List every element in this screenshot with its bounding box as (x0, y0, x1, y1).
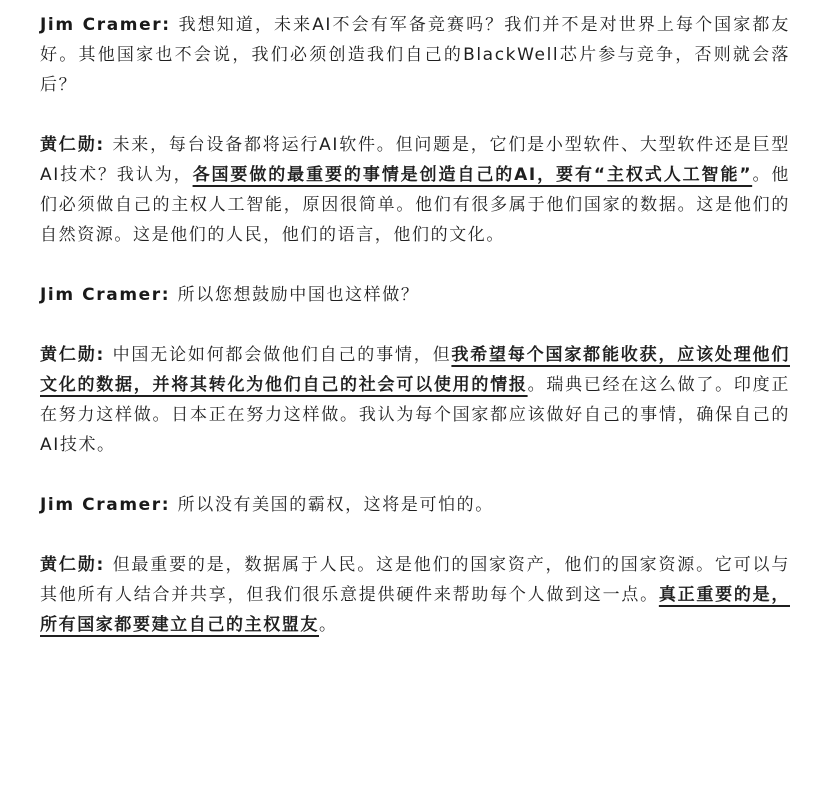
paragraph-text: 所以您想鼓励中国也这样做？ (177, 285, 420, 305)
speaker-separator: : (96, 555, 113, 575)
speaker-name: 黄仁勋 (40, 135, 97, 155)
interview-article (40, 10, 790, 640)
paragraph-cramer-3 (40, 490, 790, 520)
paragraph-huang-2 (40, 340, 790, 460)
speaker-name: Jim Cramer (40, 495, 162, 515)
paragraph-huang-3 (40, 550, 790, 640)
paragraph-cramer-1 (40, 10, 790, 100)
paragraph-text: 。 (319, 615, 338, 635)
speaker-name: Jim Cramer (40, 285, 162, 305)
speaker-separator: : (161, 495, 178, 515)
speaker-separator: : (96, 135, 113, 155)
paragraph-text: 。他们必须做自己的主权人工智能，原因很简单。他们有很多属于他们国家的数据。这是他们的自然资源。这是他们的人民，他们的语言，他们的文化。 (40, 165, 791, 245)
speaker-separator: : (161, 285, 178, 305)
highlighted-text: 各国要做的最重要的事情是创造自己的AI，要有“主权式人工智能” (192, 165, 753, 185)
paragraph-text: 中国无论如何都会做他们自己的事情，但 (112, 345, 452, 365)
paragraph-huang-1 (40, 130, 790, 250)
highlighted-text: 我希望每个国家都能收获，应该处理他们文化的数据，并将其转化为他们自己的社会可以使用的情报 (40, 345, 790, 395)
paragraph-text: 我想知道，未来AI不会有军备竞赛吗？我们并不是对世界上每个国家都友好。其他国家也不会说，我们必须创造我们自己的BlackWell芯片参与竞争，否则就会落后？ (40, 15, 790, 95)
paragraph-cramer-2 (40, 280, 790, 310)
paragraph-text: 所以没有美国的霸权，这将是可怕的。 (177, 495, 494, 515)
paragraph-text: 但最重要的是，数据属于人民。这是他们的国家资产，他们的国家资源。它可以与其他所有人结合并共享，但我们很乐意提供硬件来帮助每个人做到这一点。 (40, 555, 790, 605)
paragraph-text: 。瑞典已经在这么做了。印度正在努力这样做。日本正在努力这样做。我认为每个国家都应该做好自己的事情，确保自己的AI技术。 (40, 375, 790, 455)
speaker-name: 黄仁勋 (40, 345, 97, 365)
speaker-name: 黄仁勋 (40, 555, 97, 575)
paragraph-text: 未来，每台设备都将运行AI软件。但问题是，它们是小型软件、大型软件还是巨型AI技术？我认为， (40, 135, 790, 185)
speaker-name: Jim Cramer (40, 15, 163, 35)
speaker-separator: : (96, 345, 113, 365)
highlighted-text: 真正重要的是，所有国家都要建立自己的主权盟友 (40, 585, 790, 635)
speaker-separator: : (162, 15, 179, 35)
